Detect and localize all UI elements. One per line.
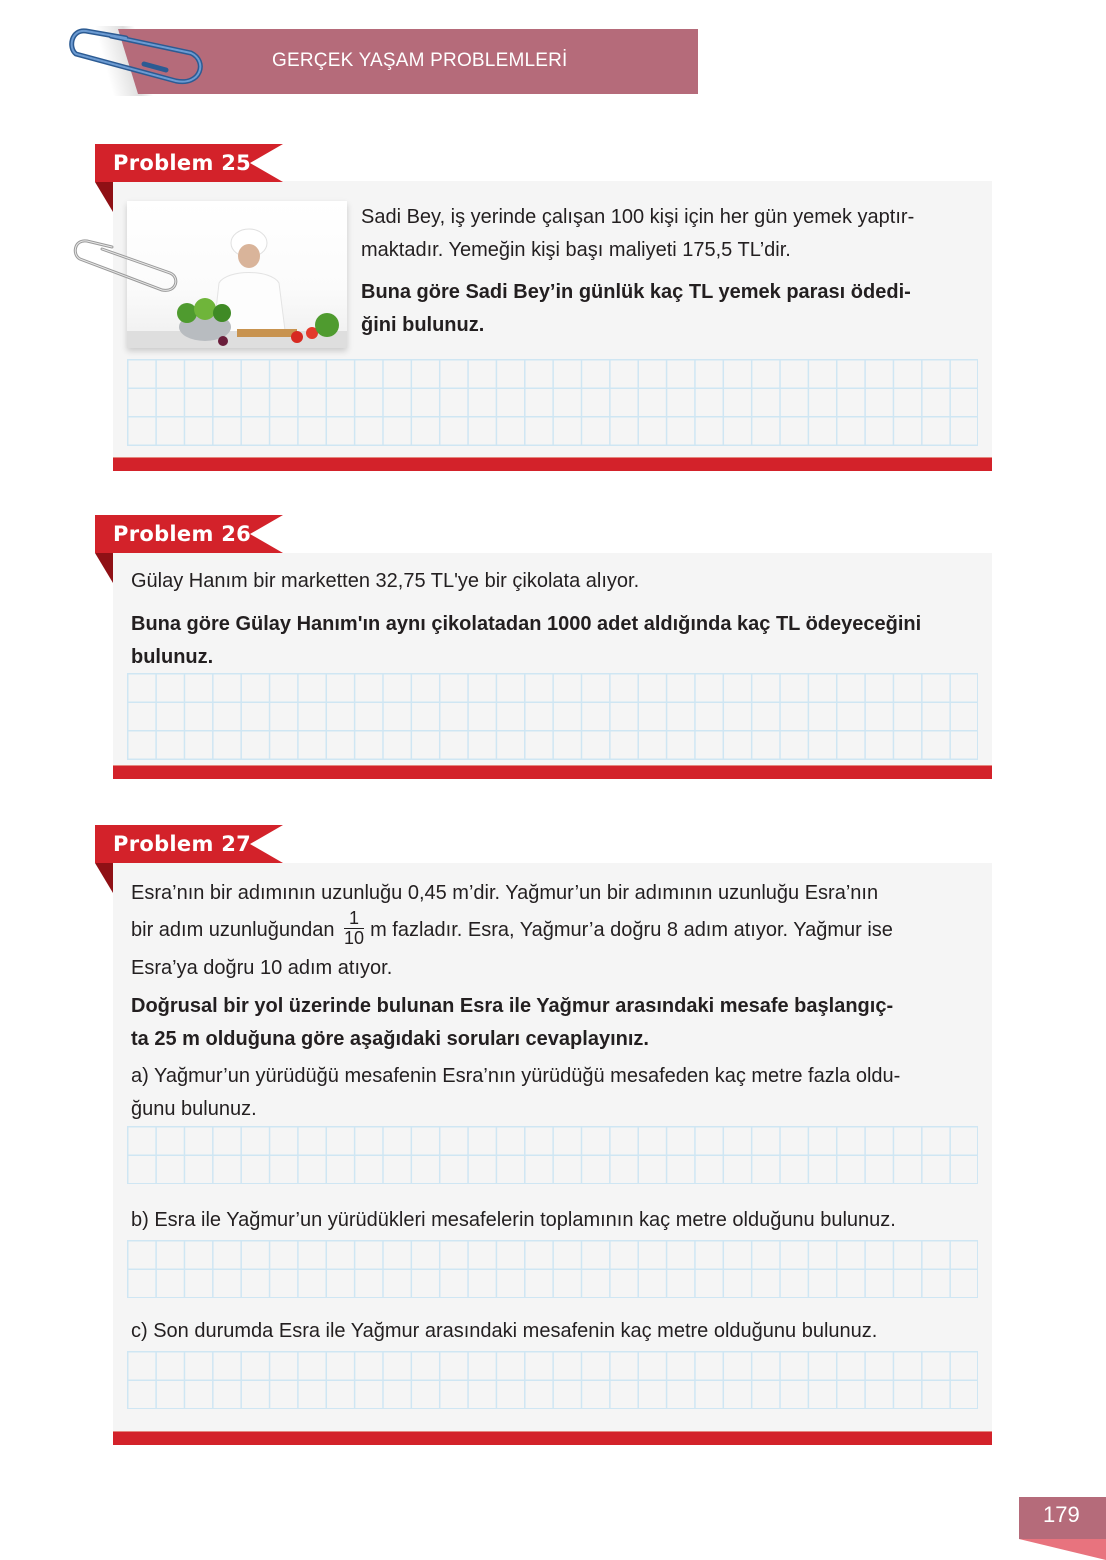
- fraction-numerator: 1: [344, 909, 364, 929]
- question-line: ğini bulunuz.: [361, 314, 485, 336]
- answer-grid-27b[interactable]: [127, 1240, 978, 1298]
- answer-grid-27c[interactable]: [127, 1351, 978, 1409]
- problem-27-tag: [95, 825, 283, 863]
- answer-grid-27a[interactable]: [127, 1126, 978, 1184]
- text-line-with-fraction: bir adım uzunluğundan $\frac{1}{10}$ m fazladır. Esra, Yağmur’a doğru 8 adım atıyor. Yağmur ise: [131, 908, 893, 948]
- problem-25-label: Problem 25: [113, 151, 252, 175]
- page-section-title: GERÇEK YAŞAM PROBLEMLERİ: [272, 50, 568, 71]
- problem-27-question: [131, 990, 991, 1056]
- question-line: bulunuz.: [131, 646, 214, 668]
- problem-25-text: [361, 201, 981, 267]
- question-line: a) Yağmur’un yürüdüğü mesafenin Esra’nın yürüdüğü mesafeden kaç metre fazla oldu-: [131, 1065, 901, 1087]
- problem-27-text: [131, 875, 991, 986]
- paperclip-icon: [66, 26, 211, 88]
- fraction: [344, 909, 364, 948]
- problem-26-text: Gülay Hanım bir marketten 32,75 TL'ye bir çikolata alıyor.: [131, 570, 640, 592]
- answer-grid-25[interactable]: [127, 359, 978, 446]
- problem-26-bottom-bar: [113, 765, 992, 779]
- question-line: Buna göre Sadi Bey’in günlük kaç TL yemek parası ödedi-: [361, 281, 911, 303]
- fraction-denominator: 10: [344, 928, 365, 948]
- question-line: Buna göre Gülay Hanım'ın aynı çikolatadan 1000 adet aldığında kaç TL ödeyeceğini: [131, 613, 922, 635]
- text-line: maktadır. Yemeğin kişi başı maliyeti 175,5 TL’dir.: [361, 239, 791, 261]
- problem-25-question: [361, 276, 981, 342]
- paperclip-icon: [72, 235, 182, 295]
- problem-27-bottom-bar: [113, 1431, 992, 1445]
- answer-grid-26[interactable]: [127, 673, 978, 760]
- text-line: Esra’ya doğru 10 adım atıyor.: [131, 957, 393, 979]
- problem-27-label: Problem 27: [113, 832, 252, 856]
- page-corner-decoration: [1019, 1539, 1106, 1560]
- sub-question-c: c) Son durumda Esra ile Yağmur arasındaki mesafenin kaç metre olduğunu bulunuz.: [131, 1320, 878, 1342]
- problem-26-question: [131, 608, 991, 674]
- problem-26-tag: [95, 515, 283, 553]
- question-line: ğunu bulunuz.: [131, 1098, 257, 1120]
- page-number: 179: [1043, 1502, 1080, 1527]
- text-line: Sadi Bey, iş yerinde çalışan 100 kişi için her gün yemek yaptır-: [361, 206, 915, 228]
- sub-question-a: [131, 1060, 991, 1126]
- text-line: Esra’nın bir adımının uzunluğu 0,45 m’dir. Yağmur’un bir adımının uzunluğu Esra’nın: [131, 882, 879, 904]
- question-line: Doğrusal bir yol üzerinde bulunan Esra ile Yağmur arasındaki mesafe başlangıç-: [131, 995, 894, 1017]
- question-line: ta 25 m olduğuna göre aşağıdaki soruları cevaplayınız.: [131, 1028, 649, 1050]
- problem-25-tag: [95, 144, 283, 182]
- problem-25-bottom-bar: [113, 457, 992, 471]
- problem-26-label: Problem 26: [113, 522, 252, 546]
- sub-question-b: b) Esra ile Yağmur’un yürüdükleri mesafelerin toplamının kaç metre olduğunu bulunuz.: [131, 1209, 896, 1231]
